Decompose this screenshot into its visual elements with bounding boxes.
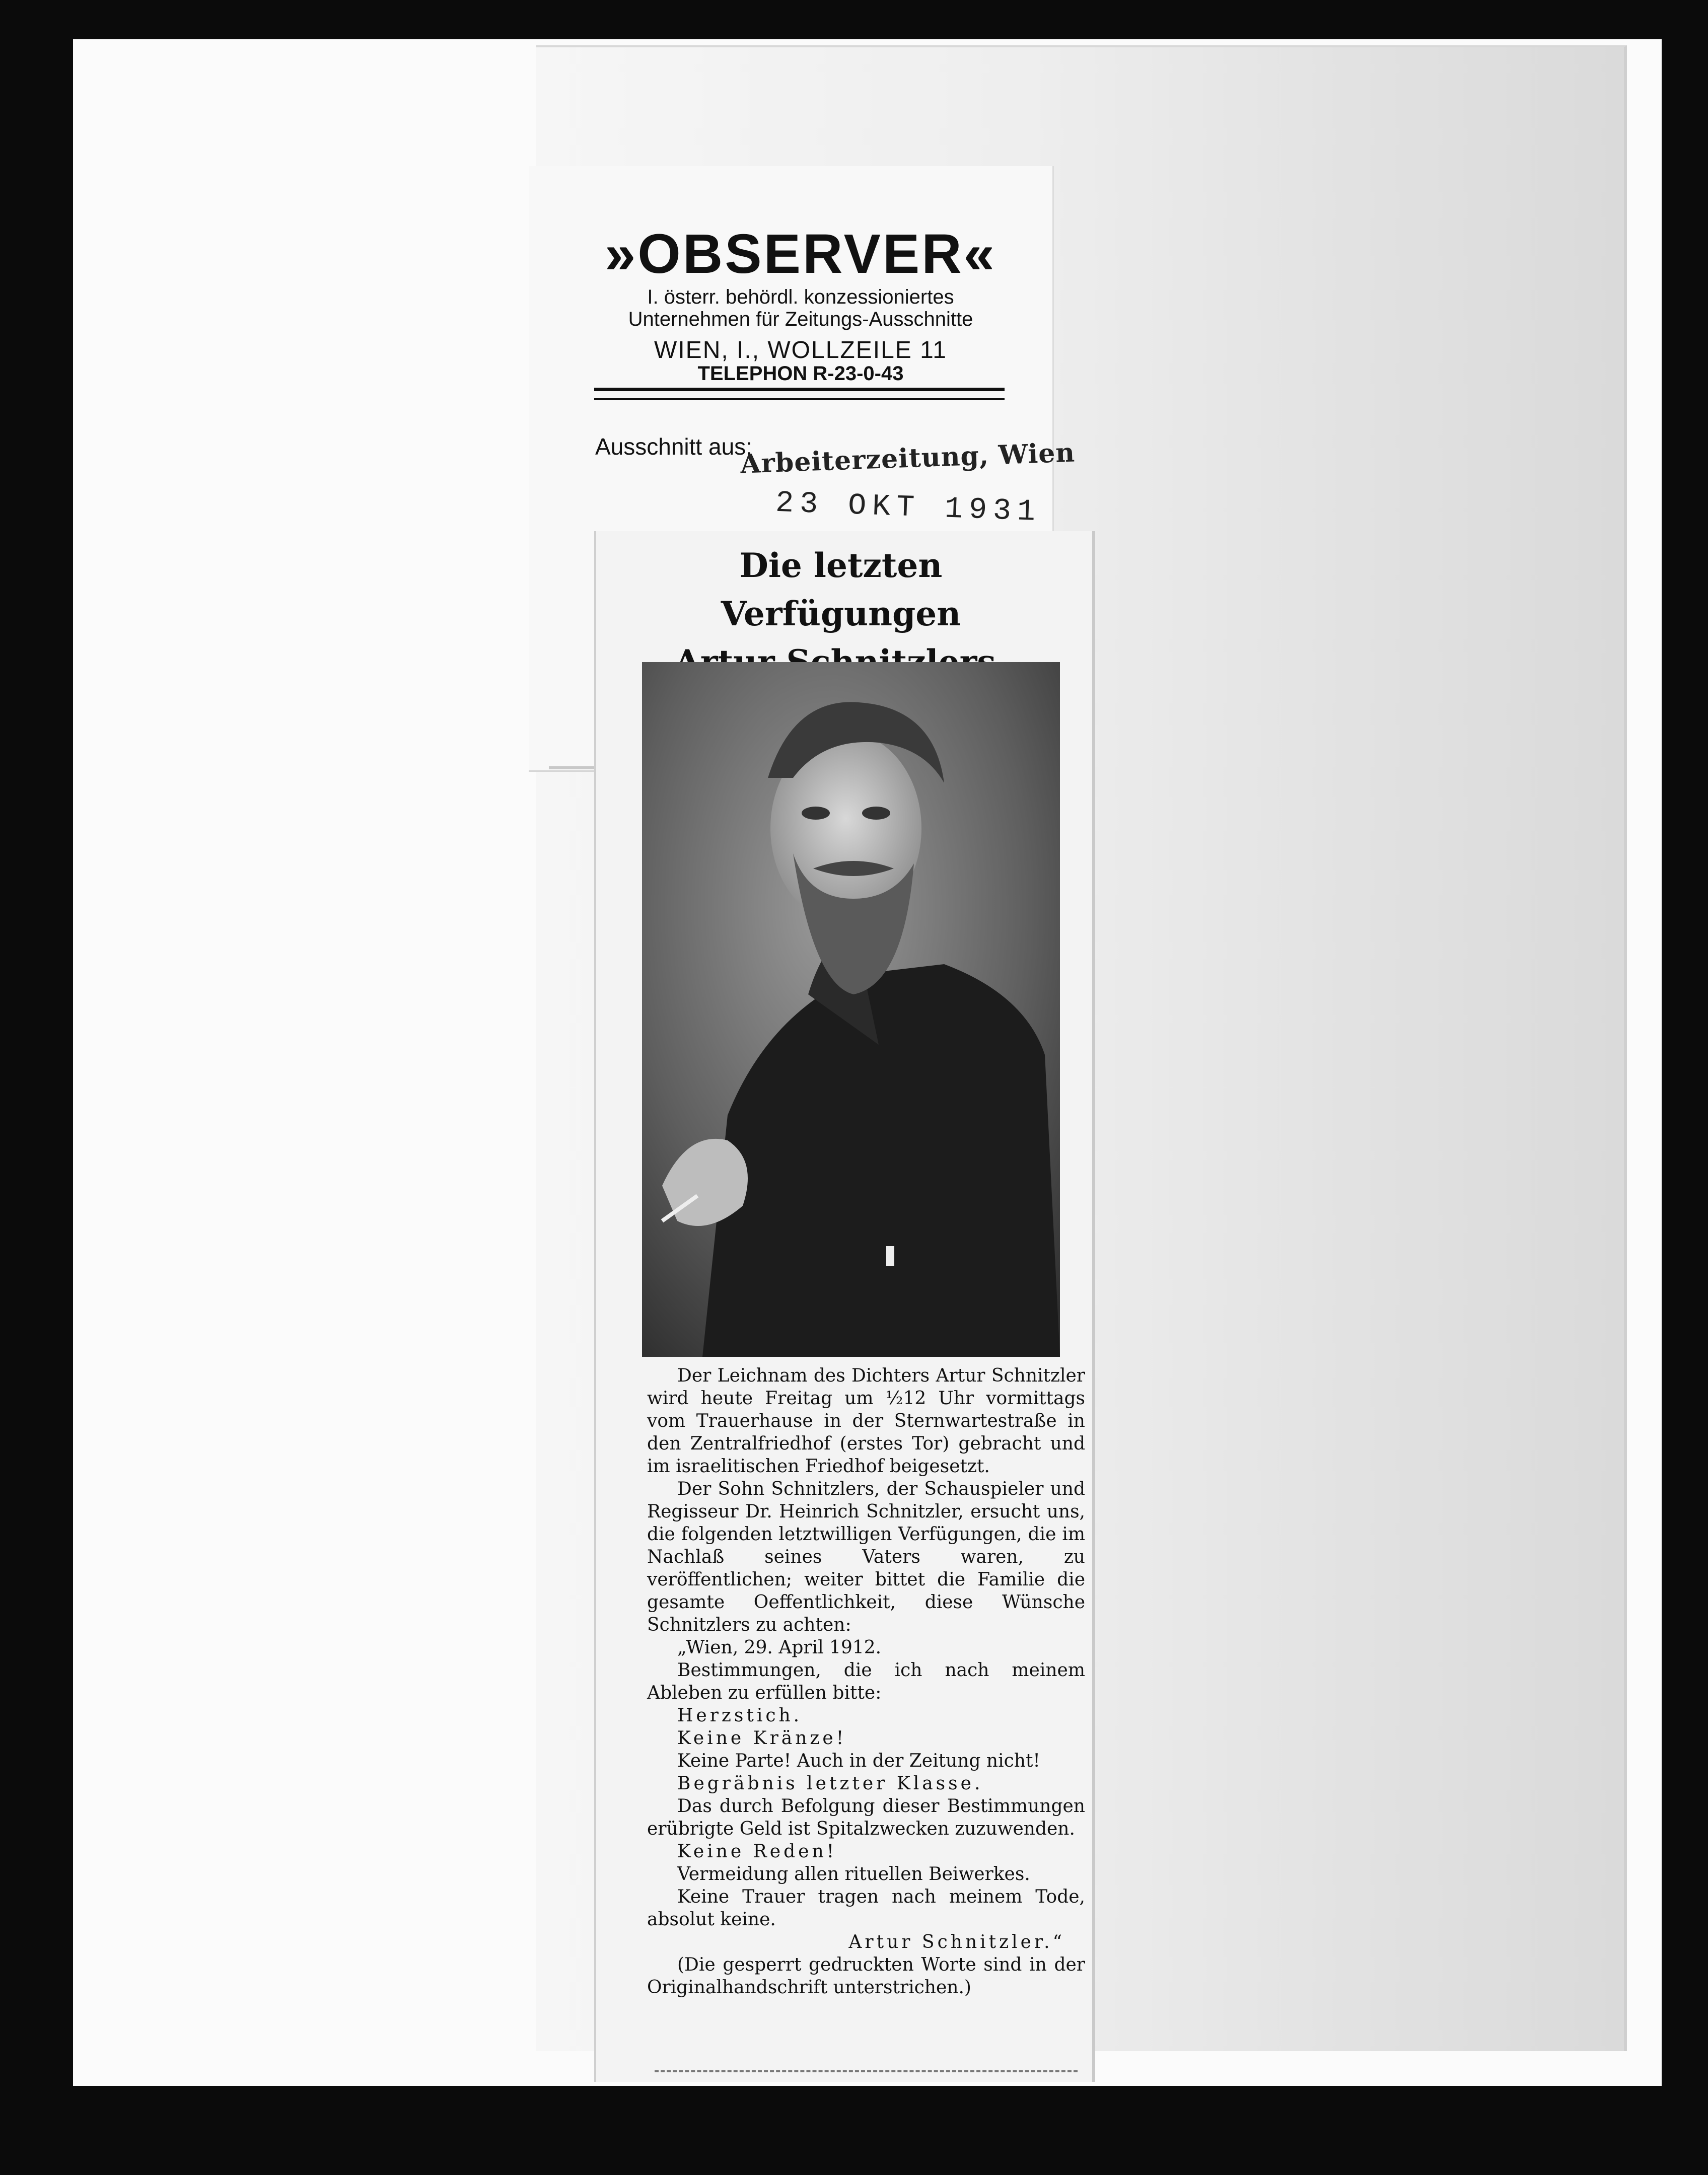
masthead-rule bbox=[594, 388, 1005, 400]
instruction-item: Keine Trauer tragen nach meinem Tode, absolut keine. bbox=[647, 1887, 1085, 1930]
headline-line-1: Die letzten Verfügungen bbox=[721, 546, 961, 633]
article-paragraph: Der Leichnam des Dichters Artur Schnitzler wird heute Freitag um ½12 Uhr vormittags vom Trauerhause in der Sternwartestraße in den Zentralfriedhof (erstes Tor) gebracht und im israelitischen Friedhof beigesetzt. bbox=[647, 1365, 1085, 1477]
fold-shadow bbox=[549, 766, 594, 769]
portrait-illustration bbox=[642, 662, 1060, 1357]
signature: Artur Schnitzler.“ bbox=[848, 1932, 1065, 1952]
clipping-edge bbox=[655, 2070, 1078, 2072]
article-paragraph: Der Sohn Schnitzlers, der Schauspieler und Regisseur Dr. Heinrich Schnitzler, ersucht uns, die folgenden letztwilligen Verfügungen, die im Nachlaß seines Vaters waren, zu veröffentlichen; weiter bittet die Familie die gesamte Oeffentlichkeit, diese Wünsche Schnitzlers zu achten: bbox=[647, 1479, 1085, 1635]
masthead-address: WIEN, I., WOLLZEILE 11 bbox=[654, 337, 947, 364]
instruction-item: Herzstich. bbox=[677, 1705, 803, 1726]
instruction-item: Begräbnis letzter Klasse. bbox=[677, 1773, 983, 1794]
instruction-item: Vermeidung allen rituellen Beiwerkes. bbox=[677, 1864, 1030, 1884]
masthead-line-2: Unternehmen für Zeitungs-Ausschnitte bbox=[628, 308, 973, 330]
clipping-source-label: Ausschnitt aus: bbox=[595, 433, 752, 460]
instruction-item: Das durch Befolgung dieser Bestimmungen erübrigte Geld ist Spitalzwecken zuzuwenden. bbox=[647, 1796, 1085, 1839]
instruction-item: Keine Kränze! bbox=[677, 1728, 847, 1749]
article-body bbox=[647, 1364, 1085, 1999]
masthead-brand: »OBSERVER« bbox=[605, 223, 997, 285]
letter-date: „Wien, 29. April 1912. bbox=[677, 1637, 882, 1658]
instruction-item: Keine Parte! Auch in der Zeitung nicht! bbox=[677, 1751, 1040, 1771]
letter-intro: Bestimmungen, die ich nach meinem Ableben zu erfüllen bitte: bbox=[647, 1660, 1085, 1703]
source-stamp: Arbeiterzeitung, Wien bbox=[740, 437, 1076, 480]
footnote: (Die gesperrt gedruckten Worte sind in der Originalhandschrift unterstrichen.) bbox=[647, 1954, 1085, 1998]
instruction-item: Keine Reden! bbox=[677, 1841, 837, 1862]
masthead-line-1: I. österr. behördl. konzessioniertes bbox=[647, 286, 954, 308]
masthead-telephone: TELEPHON R-23-0-43 bbox=[697, 362, 904, 385]
portrait-photo bbox=[642, 662, 1060, 1357]
date-stamp: 23 OKT 1931 bbox=[774, 486, 1042, 530]
